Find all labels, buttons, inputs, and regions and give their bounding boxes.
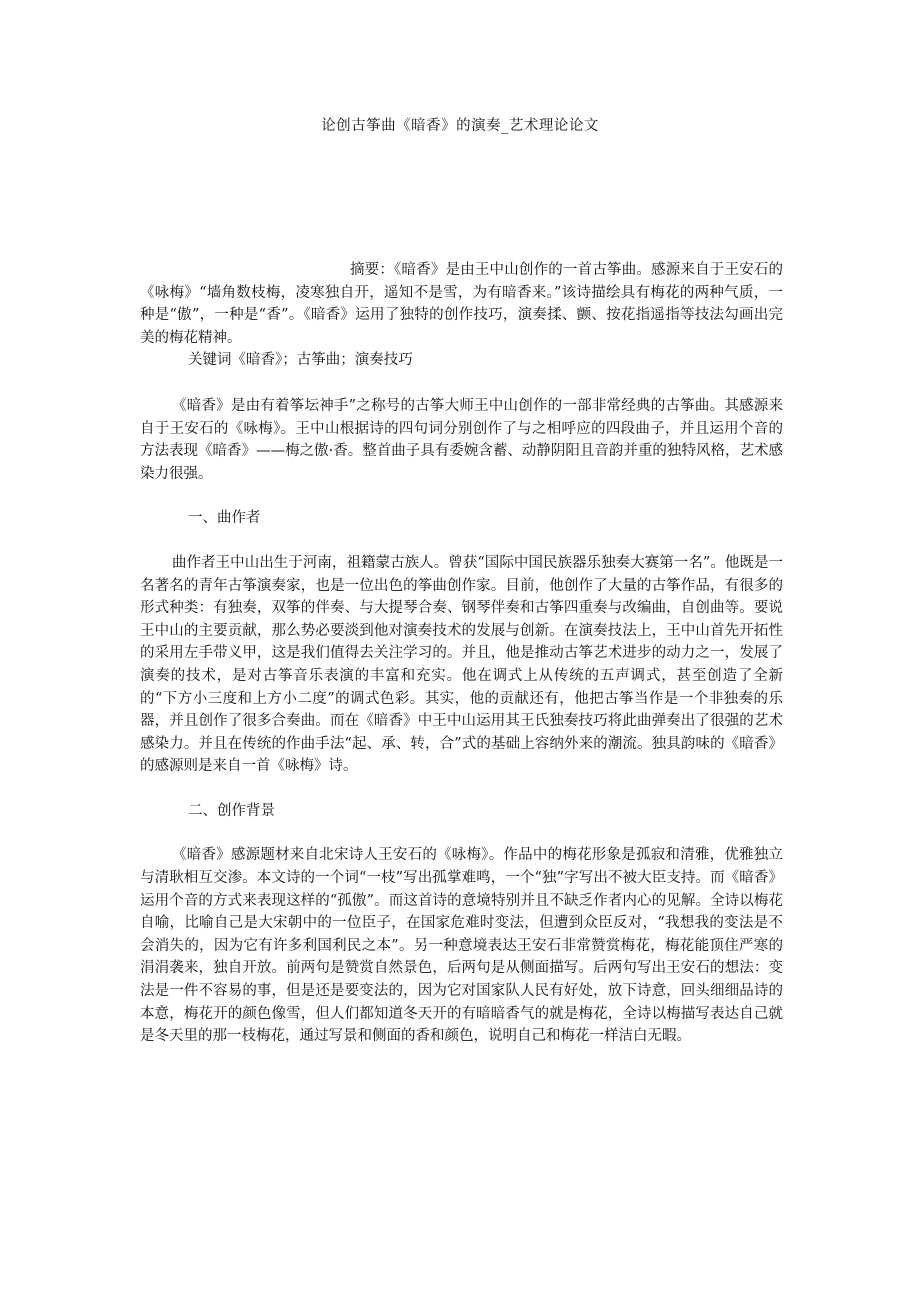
document-title: 论创古筝曲《暗香》的演奏_艺术理论论文 — [321, 118, 599, 134]
intro-paragraph: 《暗香》是由有着筝坛神手”之称号的古筝大师王中山创作的一部非常经典的古筝曲。其感源来自于王安石的《咏梅》。王中山根据诗的四句词分别创作了与之相呼应的四段曲子，并且运用个音的方法表现《暗香》——梅之傲·香。整首曲子具有委婉含蓄、动静阴阳且音韵并重的独特风格，艺术感染力很强。 — [140, 397, 783, 482]
background-paragraph: 《暗香》感源题材来自北宋诗人王安石的《咏梅》。作品中的梅花形象是孤寂和清雅，优雅独立与清耿相互交渗。本文诗的一个词“一枝”写出孤掌难鸣，一个“独”字写出不被大臣支持。而《暗香》运用个音的方式来表现这样的“孤傲”。而这首诗的意境特别并且不缺乏作者内心的见解。全诗以梅花自喻，比喻自己是大宋朝中的一位臣子，在国家危难时变法，但遭到众臣反对，“我想我的变法是不会消失的，因为它有许多利国利民之本”。另一种意境表达王安石非常赞赏梅花，梅花能顶住严寒的涓涓袭来，独自开放。前两句是赞赏自然景色，后两句是从侧面描写。后两句写出王安石的想法：变法是一件不容易的事，但是还是要变法的，因为它对国家队人民有好处，放下诗意，回头细细品诗的本意，梅花开的颜色像雪，但人们都知道冬天开的有暗暗香气的就是梅花，全诗以梅描写表达自己就是冬天里的那一枝梅花，通过写景和侧面的香和颜色，说明自己和梅花一样洁白无暇。 — [140, 847, 783, 1045]
section-heading-background: 二、创作背景 — [188, 802, 275, 819]
keywords-line: 关键词《暗香》；古筝曲；演奏技巧 — [188, 352, 413, 369]
document-body — [140, 259, 783, 1048]
composer-paragraph: 曲作者王中山出生于河南，祖籍蒙古族人。曾获“国际中国民族器乐独奏大赛第一名”。他既是一名著名的青年古筝演奏家，也是一位出色的筝曲创作家。目前，他创作了大量的古筝作品，有很多的形式种类：有独奏，双筝的伴奏、与大提琴合奏、钢琴伴奏和古筝四重奏与改编曲，自创曲等。要说王中山的主要贡献，那么势必要淡到他对演奏技术的发展与创新。在演奏技法上，王中山首先开拓性的采用左手带义甲，这是我们值得去关注学习的。并且，他是推动古筝艺术进步的动力之一，发展了演奏的技术，是对古筝音乐表演的丰富和充实。他在调式上从传统的五声调式，甚至创造了全新的“下方小三度和上方小二度”的调式色彩。其实，他的贡献还有，他把古筝当作是一个非独奏的乐器，并且创作了很多合奏曲。而在《暗香》中王中山运用其王氏独奏技巧将此曲弹奏出了很强的艺术感染力。并且在传统的作曲手法“起、承、转，合”式的基础上容纳外来的潮流。独具韵味的《暗香》的感源则是来自一首《咏梅》诗。 — [140, 554, 783, 775]
abstract-paragraph: 摘要：《暗香》是由王中山创作的一首古筝曲。感源来自于王安石的《咏梅》“墙角数枝梅，凌寒独自开，遥知不是雪，为有暗香来。”该诗描绘具有梅花的两种气质，一种是“傲”，一种是“香”。《暗香》运用了独特的创作技巧，演奏揉、颤、按花指遥指等技法勾画出完美的梅花精神。 — [140, 262, 783, 346]
section-heading-composer: 一、曲作者 — [188, 510, 261, 527]
